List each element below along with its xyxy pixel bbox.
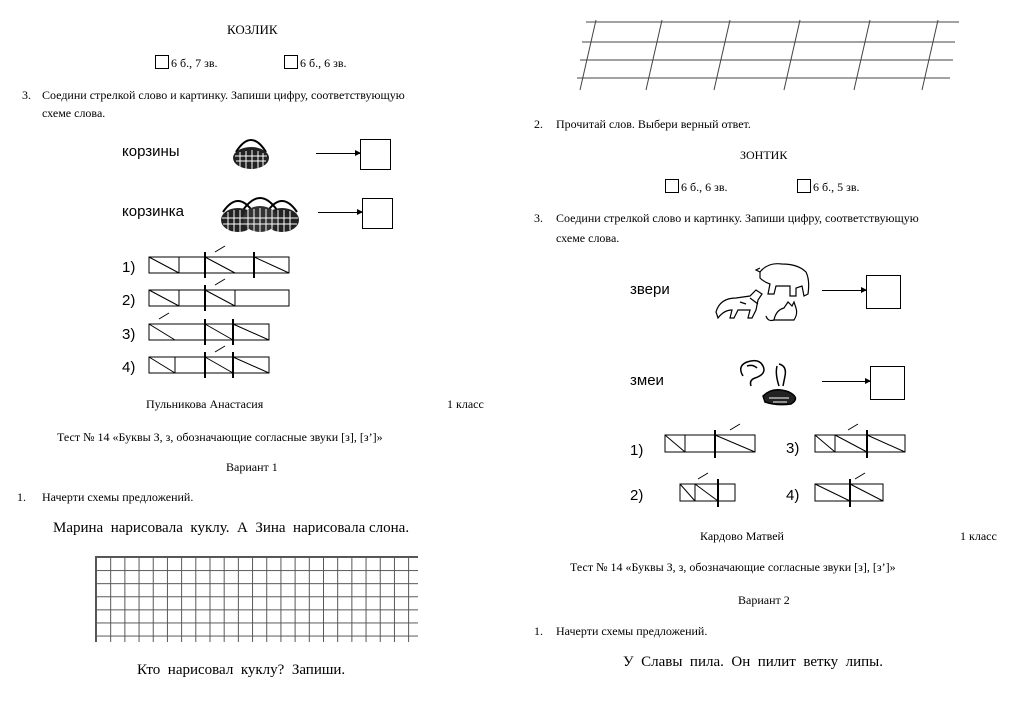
left-top-word: КОЗЛИК (227, 22, 278, 37)
answer-box[interactable] (360, 139, 391, 170)
left-word-schemes (145, 244, 295, 384)
baskets-icon (218, 190, 302, 236)
left-task1-num: 1. (17, 490, 26, 504)
scheme-label: 4) (122, 359, 136, 376)
scheme-label: 2) (630, 487, 644, 504)
word-korziny: корзины (122, 143, 180, 160)
left-task1-text: Начерти схемы предложений. (42, 490, 194, 504)
answer-box[interactable] (870, 366, 905, 400)
right-task1-num: 1. (534, 624, 543, 638)
right-variant: Вариант 2 (738, 593, 790, 607)
left-sentence-2: Кто нарисовал куклу? Запиши. (137, 662, 346, 678)
right-grade: 1 класс (960, 529, 997, 543)
right-task3-line1: Соедини стрелкой слово и картинку. Запиши цифру, соответствующую (556, 211, 919, 225)
scheme-label: 2) (122, 292, 136, 309)
slanted-grid (574, 16, 964, 94)
arrow (318, 212, 362, 213)
writing-grid[interactable] (95, 556, 418, 642)
scheme-label: 3) (786, 440, 800, 457)
left-author: Пульникова Анастасия (146, 397, 264, 411)
checkbox[interactable] (155, 55, 169, 69)
word-zmei: змеи (630, 372, 664, 389)
right-task3-num: 3. (534, 211, 543, 225)
right-option-1[interactable]: 6 б., 6 зв. (665, 179, 728, 195)
arrow (822, 290, 866, 291)
word-korzinka: корзинка (122, 203, 185, 220)
right-task3-line2: схеме слова. (556, 231, 620, 245)
basket-icon (228, 132, 274, 172)
left-grade: 1 класс (447, 397, 484, 411)
left-task3-line2: схеме слова. (42, 106, 106, 120)
answer-box[interactable] (866, 275, 901, 309)
right-author: Кардово Матвей (700, 529, 784, 543)
word-zveri: звери (630, 281, 670, 298)
left-sentence-1: Марина нарисовала куклу. А Зина нарисовала слона. (53, 520, 410, 536)
left-task3-line1: Соедини стрелкой слово и картинку. Запиши цифру, соответствующую (42, 88, 405, 102)
right-task2-text: Прочитай слов. Выбери верный ответ. (556, 117, 751, 131)
arrow (316, 153, 360, 154)
snakes-icon (733, 356, 803, 408)
animals-icon (710, 258, 816, 328)
left-variant: Вариант 1 (226, 460, 278, 474)
checkbox[interactable] (797, 179, 811, 193)
right-word: ЗОНТИК (740, 148, 788, 162)
checkbox[interactable] (665, 179, 679, 193)
right-word-schemes (650, 420, 910, 520)
left-task3-num: 3. (22, 88, 31, 102)
right-option-2[interactable]: 6 б., 5 зв. (797, 179, 860, 195)
right-task1-text: Начерти схемы предложений. (556, 624, 708, 638)
scheme-label: 1) (630, 442, 644, 459)
right-test-title: Тест № 14 «Буквы З, з, обозначающие согласные звуки [з], [з’]» (570, 560, 896, 574)
scheme-label: 3) (122, 326, 136, 343)
scheme-label: 1) (122, 259, 136, 276)
right-task2-num: 2. (534, 117, 543, 131)
left-test-title: Тест № 14 «Буквы З, з, обозначающие согласные звуки [з], [з’]» (57, 430, 383, 444)
arrow (822, 381, 870, 382)
answer-box[interactable] (362, 198, 393, 229)
left-option-1[interactable]: 6 б., 7 зв. (155, 55, 218, 71)
left-option-2[interactable]: 6 б., 6 зв. (284, 55, 347, 71)
scheme-label: 4) (786, 487, 800, 504)
right-sentence: У Славы пила. Он пилит ветку липы. (623, 654, 884, 670)
checkbox[interactable] (284, 55, 298, 69)
